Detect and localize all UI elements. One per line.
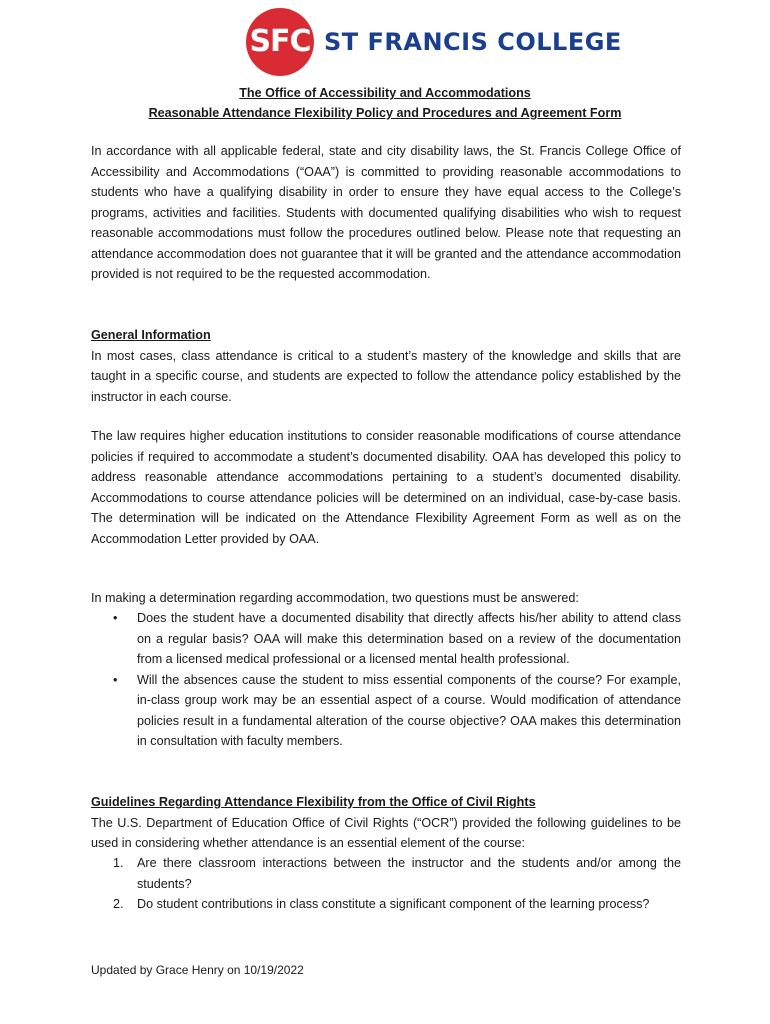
bullet-icon: • [113,611,118,625]
list-item: 1. Are there classroom interactions between the instructor and the students and/or among the students? [91,853,681,894]
general-paragraph-2: The law requires higher education institutions to consider reasonable modifications of course attendance policies if required to accommodate a student’s documented disability. OAA has developed this policy to address reasonable attendance accommodations pertaining to a student’s documented disability. Accommodations to course attendance policies will be determined on an individual, case-by-case basis. The determination will be indicated on the Attendance Flexibility Agreement Form as well as on the Accommodation Letter provided by OAA. [91,429,681,546]
general-information-heading: General Information [91,328,211,342]
determination-questions-list [91,608,681,752]
list-number: 1. [113,856,124,870]
guidelines-heading: Guidelines Regarding Attendance Flexibility from the Office of Civil Rights [91,795,536,809]
college-name: ST FRANCIS COLLEGE [324,28,622,56]
list-item: • Will the absences cause the student to miss essential components of the course? For example, in-class group work may be an essential aspect of a course. Would modification of attendance policies result in a fundamental alteration of the course objective? OAA makes this determination in consultation with faculty members. [91,670,681,752]
list-number: 2. [113,897,124,911]
title-line-1: The Office of Accessibility and Accommodations [239,86,531,100]
bullet-icon: • [113,672,118,687]
general-information-section [91,325,681,407]
intro-paragraph: In accordance with all applicable federal, state and city disability laws, the St. Francis College Office of Accessibility and Accommodations (“OAA”) is committed to providing reasonable accommodations to students who have a qualifying disability in order to ensure they have equal access to the College’s programs, activities and facilities. Students with documented qualifying disabilities who wish to request reasonable accommodations must follow the procedures outlined below. Please note that requesting an attendance accommodation does not guarantee that it will be granted and the attendance accommodation provided is not required to be the requested accommodation. [91,144,681,281]
college-logo [246,8,622,76]
title-line-2: Reasonable Attendance Flexibility Policy and Procedures and Agreement Form [148,106,622,120]
guidelines-section [91,792,681,854]
list-item: • Does the student have a documented disability that directly affects his/her ability to attend class on a regular basis? OAA will make this determination based on a review of the documentation from a licensed medical professional or a licensed mental health professional. [91,608,681,670]
general-paragraph-1: In most cases, class attendance is critical to a student’s mastery of the knowledge and skills that are taught in a specific course, and students are expected to follow the attendance policy established by the instructor in each course. [91,348,681,404]
list-item: 2. Do student contributions in class constitute a significant component of the learning process? [91,894,681,915]
footer-updated-note: Updated by Grace Henry on 10/19/2022 [91,963,304,977]
general-paragraph-3: In making a determination regarding accommodation, two questions must be answered: [91,591,579,605]
sfc-logo-icon: SFC [246,8,314,76]
guidelines-paragraph: The U.S. Department of Education Office of Civil Rights (“OCR”) provided the following guidelines to be used in considering whether attendance is an essential element of the course: [91,815,681,850]
guidelines-numbered-list [91,853,681,915]
document-title [0,83,770,123]
